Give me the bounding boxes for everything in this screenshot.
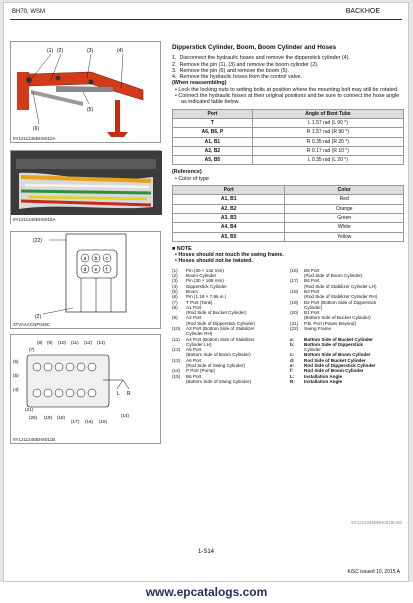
table-row (173, 146, 404, 155)
legend-text: B1 Port (304, 310, 320, 316)
legend-number: (20) (290, 310, 299, 316)
reassembling-text: Connect the hydraulic hoses at their original positions and be sure to connect the hose angle as indicated table below. (178, 93, 400, 106)
callout-5: (5) (87, 107, 94, 113)
legend-text: Boom Cylinder (186, 273, 217, 279)
port-letter-b: b (94, 256, 98, 262)
callout-4: (4) (13, 387, 19, 392)
legend-text: Bottom Side of Boom Cylinder (304, 352, 371, 358)
callout-11: (11) (71, 340, 79, 345)
legend-text: Cylinder) (304, 304, 323, 310)
callout-21: (21) (25, 407, 34, 412)
site-url-banner: www.epcatalogs.com (0, 582, 413, 603)
port-cell: A5, B5 (173, 232, 285, 241)
legend-number: L: (290, 373, 295, 379)
step-list (172, 55, 404, 80)
legend-number: (9) (172, 315, 178, 321)
table-row (173, 213, 404, 222)
callout-14: (14) (121, 413, 130, 418)
callout-18: (18) (57, 415, 66, 420)
color-cell: White (285, 223, 404, 232)
valve-ports-figure (10, 334, 161, 444)
legend-text: B5 Port (304, 267, 320, 273)
callout-4: (4) (117, 48, 124, 54)
step-item: 2. Remove the pin (1), (3) and remove the boom cylinder (2). (172, 61, 319, 68)
port-letter-f: f (105, 267, 107, 273)
callout-6: (6) (33, 126, 40, 132)
legend-item (172, 379, 290, 384)
color-cell: Red (285, 195, 404, 204)
legend-text: A2 Port (186, 315, 202, 321)
callout-15: (15) (99, 419, 108, 424)
legend-number: (7) (172, 299, 178, 305)
legend-text: A5 Port (186, 347, 202, 353)
column-header: Port (173, 109, 253, 118)
table-row (173, 118, 404, 127)
table-row (173, 128, 404, 137)
hose-angle-table (172, 109, 404, 166)
port-cell: A5, B5 (173, 156, 253, 165)
page-header (10, 8, 402, 18)
port-cell: A1, B1 (173, 137, 253, 146)
legend-text: (Rod Side of Dipperstick Cylinder) (186, 320, 256, 326)
port-cell: A4, B4 (173, 223, 285, 232)
step-item: 4. Remove the hydraulic hoses from the control valve. (172, 74, 303, 81)
legend-number: (22) (290, 325, 299, 331)
backhoe-illustration (11, 42, 162, 144)
color-cell: Orange (285, 204, 404, 213)
legend-number: (6) (172, 294, 178, 300)
legend-number (172, 379, 186, 384)
callout-3: (3) (87, 48, 94, 54)
page-number: 1-S14 (197, 549, 214, 555)
legend-text: Dipperstick Cylinder (186, 283, 227, 289)
color-cell: Green (285, 213, 404, 222)
legend-number: (10) (172, 325, 181, 331)
legend-text: (Bottom Side of Bucket Cylinder) (304, 315, 371, 321)
legend-text: Rod Side of Bucket Cylinder (304, 357, 366, 363)
legend-number: R: (290, 378, 295, 384)
legend-text: P Port (Pump) (186, 368, 216, 374)
column-header: Angle of Bent Tube (252, 109, 403, 118)
legend-left-column (172, 268, 290, 385)
legend-number: (13) (172, 357, 181, 363)
legend-text: P.B. Port (Power Beyond) (304, 320, 357, 326)
port-letter-a: a (83, 256, 87, 262)
reference-item: • Color of type (175, 175, 209, 182)
manual-page (3, 2, 409, 582)
legend-text: Cylinder LH) (186, 341, 212, 347)
legend-text: Pin (1.18 × 7.96 in.) (186, 294, 227, 300)
legend-text: Bottom Side of Bucket Cylinder (304, 336, 373, 342)
callout-10: (10) (58, 340, 67, 345)
legend-text: Cylinder (304, 347, 321, 353)
legend-number: (5) (172, 288, 178, 294)
header-section: BACKHOE (345, 8, 380, 15)
legend-text: (Rod Side of Bucket Cylinder) (186, 310, 247, 316)
legend-text: A4 Port (Bottom Side of Stabilizer (186, 336, 255, 342)
legend-text: B4 Port (304, 278, 320, 284)
reassembling-item: • Connect the hydraulic hoses at their original positions and be sure to connect the hose angle as indicated table below. (175, 93, 400, 106)
legend-text: Installation Angle (304, 378, 343, 384)
port-cell: A6, B6, P (173, 128, 253, 137)
legend-text: (Rod Side of Stabilizer Cylinder LH) (304, 283, 377, 289)
legend-text: A6 Port (186, 357, 202, 363)
angle-cell: L 0.35 rad (L 20 °) (252, 156, 403, 165)
callout-9: (9) (47, 340, 53, 345)
legend-text: (Rod Side of Stabilizer Cylinder RH) (304, 294, 378, 300)
port-letter-d: d (83, 267, 87, 273)
backhoe-figure (10, 41, 161, 143)
angle-cell: R 0.17 rad (R 10 °) (252, 146, 403, 155)
legend-text: Swing Frame (304, 325, 332, 331)
note-square-icon: ■ (172, 245, 176, 252)
legend-number: (17) (290, 278, 299, 284)
angle-cell: L 1.57 rad (L 90 °) (252, 118, 403, 127)
valve-ports-illustration (11, 335, 162, 445)
callout-17: (17) (71, 419, 80, 424)
legend-number: (1) (172, 267, 178, 273)
figure-caption: 3TVAAACNP048C (13, 322, 51, 327)
legend-text: Cylinder RH) (186, 331, 213, 337)
callout-2: (2) (57, 48, 64, 54)
table-row (173, 156, 404, 165)
legend-text: B2 Port (Bottom Side of Dipperstick (304, 299, 377, 305)
callout-22: (22) (33, 238, 42, 244)
legend-text: Rod Side of Dipperstick Cylinder (304, 363, 376, 369)
port-letter-e: e (94, 267, 98, 273)
legend-number: (2) (172, 273, 178, 279)
table-row (173, 137, 404, 146)
note-text: Hoses should not touch the swing frame. (178, 252, 284, 259)
legend-number: (21) (290, 320, 299, 326)
header-model: BH70, WSM (12, 9, 46, 15)
legend-number: (4) (172, 283, 178, 289)
port-cell: A3, B3 (173, 213, 285, 222)
control-valve-photo (10, 150, 161, 224)
legend-text: (Bottom Side of Boom Cylinder) (186, 352, 251, 358)
swing-frame-figure (10, 231, 161, 329)
legend-text: Rod Side of Boom Cylinder (304, 368, 364, 374)
figure-column (10, 41, 161, 444)
legend-text: Bottom Side of Dipperstick (304, 341, 363, 347)
figure-caption: 9Y1211245BHS010A (13, 136, 56, 141)
legend-text: Installation Angle (304, 373, 343, 379)
legend-number: c: (290, 352, 295, 358)
legend-number: e: (290, 363, 295, 369)
angle-label-r: R (127, 391, 131, 397)
legend-number: d: (290, 357, 295, 363)
callout-5: (5) (13, 373, 19, 378)
note-item: • Hoses should not touch the swing frame. (175, 252, 284, 259)
issue-note: KiSC issued 10, 2015 A (347, 569, 400, 575)
legend-number: (11) (172, 336, 180, 342)
callout-13: (13) (97, 340, 106, 345)
note-item: • Hoses should not be twisted. (175, 258, 253, 265)
port-cell: A2, B2 (173, 204, 285, 213)
port-cell: A2, B2 (173, 146, 253, 155)
reassembling-heading: (When reassembling) (172, 80, 227, 87)
angle-label-l: L (117, 391, 120, 397)
reassembling-text: Lock the locking nuts to setting bolts at position where the mounting bolt may still be rotated. (178, 86, 399, 93)
control-valve-illustration (11, 151, 162, 225)
callout-19: (19) (44, 415, 53, 420)
legend-text: Pin (30 × 142 mm) (186, 267, 224, 273)
note-block (172, 246, 404, 265)
legend-number: (19) (290, 299, 299, 305)
legend-text: (Rod Side of Boom Cylinder) (304, 273, 363, 279)
legend-number: f: (290, 368, 294, 374)
legend-text: T Port (Tank) (186, 299, 213, 305)
legend-text: B6 Port (186, 373, 202, 379)
column-header: Color (285, 186, 404, 195)
text-column (172, 45, 404, 420)
parts-legend (172, 268, 404, 420)
step-item: 3. Remove the pin (6) and remove the boom (5). (172, 67, 289, 74)
legend-number: (8) (172, 304, 178, 310)
callout-6: (6) (13, 359, 19, 364)
legend-number: b: (290, 341, 295, 347)
reference-heading: (Reference) (172, 169, 202, 176)
note-text: Hoses should not be twisted. (178, 258, 253, 265)
legend-text: Boom (186, 288, 199, 294)
figure-caption: 9Y1211245BHS011B (13, 437, 56, 442)
legend-text: A1 Port (186, 304, 202, 310)
legend-text: B3 Port (304, 288, 320, 294)
legend-number: (14) (172, 368, 181, 374)
note-title: NOTE (176, 245, 192, 252)
legend-text: (Bottom Side of Swing Cylinder) (186, 378, 252, 384)
callout-2: (2) (35, 314, 42, 320)
legend-right-column (290, 268, 404, 385)
table-row (173, 232, 404, 241)
legend-number: (18) (290, 288, 299, 294)
section-title: Dipperstick Cylinder, Boom, Boom Cylinder and Hoses (172, 44, 337, 51)
callout-20: (20) (29, 415, 38, 420)
header-rule (10, 19, 402, 20)
legend-number: (15) (172, 373, 181, 379)
figure-caption: 9Y1211245BHS016A (13, 217, 56, 222)
callout-8: (8) (37, 340, 43, 345)
callout-12: (12) (84, 340, 93, 345)
angle-cell: R 1.57 rad (R 90 °) (252, 128, 403, 137)
document-code: 9Y1211345BBH0018US0 (351, 520, 402, 525)
color-cell: Yellow (285, 232, 404, 241)
callout-1: (1) (47, 48, 54, 54)
callout-16: (16) (85, 419, 94, 424)
legend-number: a: (290, 336, 295, 342)
port-cell: T (173, 118, 253, 127)
column-header: Port (173, 186, 285, 195)
legend-number: (3) (172, 278, 178, 284)
swing-frame-illustration (11, 232, 162, 330)
reference-text: Color of type (178, 175, 209, 182)
table-row (173, 223, 404, 232)
legend-number: (16) (290, 267, 299, 273)
callout-7: (7) (29, 347, 35, 352)
step-item: 1. Disconnect the hydraulic hoses and remove the dipperstick cylinder (4). (172, 55, 350, 62)
legend-item (290, 379, 404, 384)
legend-text: (Rod Side of Swing Cylinder) (186, 363, 245, 369)
legend-text: Pin (30 × 169 mm) (186, 278, 224, 284)
port-letter-c: c (105, 256, 108, 262)
angle-cell: R 0.35 rad (R 20 °) (252, 137, 403, 146)
reassembling-item: • Lock the locking nuts to setting bolts at position where the mounting bolt may still be rotated. (175, 86, 399, 93)
port-cell: A1, B1 (173, 195, 285, 204)
legend-number: (12) (172, 347, 181, 353)
table-row (173, 204, 404, 213)
table-row (173, 195, 404, 204)
port-color-table (172, 185, 404, 242)
legend-text: A3 Port (Bottom Side of Stabilizer (186, 325, 255, 331)
